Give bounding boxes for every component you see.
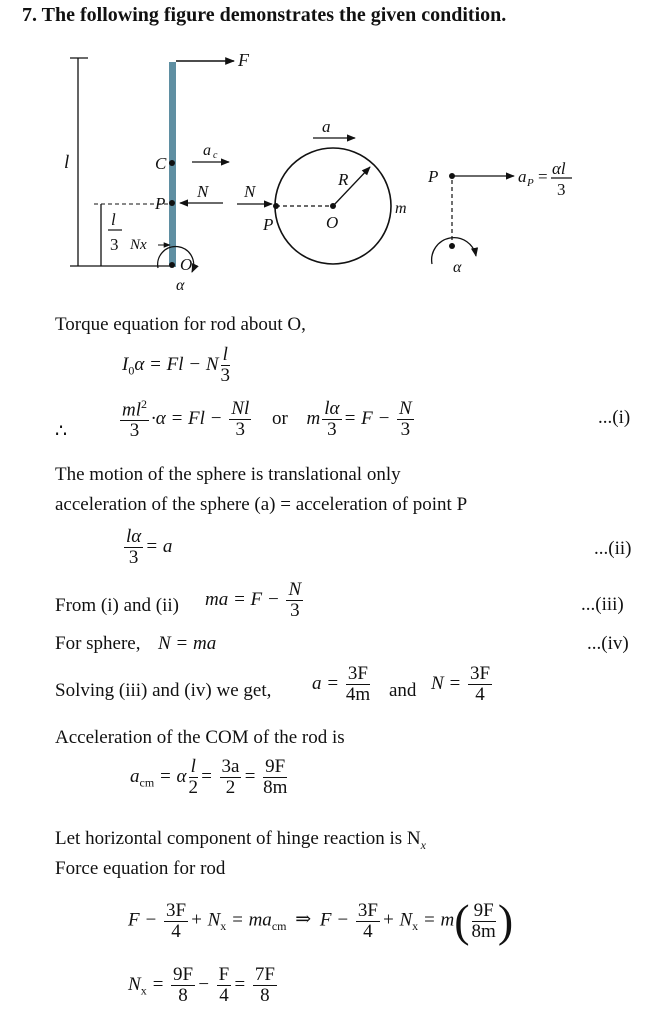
from-i-ii-text: From (i) and (ii) — [55, 595, 180, 616]
right-accel-eq: = — [538, 167, 548, 186]
sphere-mass-label: m — [395, 200, 407, 217]
hinge-reaction-label: Nx — [130, 237, 147, 253]
torque-intro: Torque equation for rod about O, — [55, 314, 306, 335]
third-length-den: 3 — [110, 235, 119, 254]
therefore-symbol: ∴ — [55, 421, 68, 442]
or-word: or — [271, 407, 288, 429]
accel-sphere-text: acceleration of the sphere (a) = acceleration of point P — [55, 494, 468, 515]
horiz-comp-text — [55, 828, 426, 853]
force-eq-text: Force equation for rod — [55, 858, 226, 879]
tag-i: ...(i) — [598, 407, 631, 428]
sphere-accel-label: a — [322, 117, 331, 136]
equation-iii: ma = F − $\frac{N}{3}$ — [205, 579, 302, 621]
rod-point-p — [169, 200, 175, 206]
problem-statement: The following figure demonstrates the given condition. — [41, 4, 507, 26]
radius-label: R — [338, 170, 349, 189]
rod-alpha-label: α — [176, 277, 185, 294]
acc-com-equation: $a_{cm} = \alpha$ $\frac{l}{2}$ = $\frac{3a}{2}$ = $\frac{9F}{8m}$ — [130, 756, 288, 798]
for-sphere-text: For sphere, — [55, 633, 141, 654]
right-accel-den: 3 — [557, 180, 566, 199]
translational-text: The motion of the sphere is translational only — [55, 464, 401, 485]
equation-i: $\frac{ml^2}{3}$ ·α = Fl − $\frac{Nl}{3}$ or m $\frac{l\alpha}{3}$ = F − $\frac{N}{3}$ — [122, 397, 412, 442]
torque-equation: $I_0\alpha = Fl - N$ $\frac{l}{3}$ — [122, 344, 231, 386]
solution-n: N = $\frac{3F}{4}$ — [431, 663, 491, 705]
tag-iii: ...(iii) — [581, 594, 624, 615]
tag-iv: ...(iv) — [587, 633, 629, 654]
acc-com-text: Acceleration of the COM of the rod is — [55, 727, 345, 748]
rod-p-label: P — [155, 194, 166, 213]
com-accel-label: a — [203, 142, 211, 159]
equation-ii: $\frac{l\alpha}{3}$ = a — [126, 526, 173, 568]
com-accel-sub: c — [213, 150, 218, 161]
sphere-normal-label: N — [244, 182, 256, 201]
hinge-label: O — [180, 255, 193, 274]
horiz-comp-main: Let horizontal component of hinge reaction is N — [55, 828, 421, 849]
hinge-point — [169, 262, 175, 268]
length-label: l — [64, 152, 70, 173]
right-accel-label: a — [518, 167, 527, 186]
force-label: F — [238, 50, 249, 70]
right-alpha-label: α — [453, 259, 462, 276]
right-p-label: P — [428, 167, 439, 186]
solving-text: Solving (iii) and (iv) we get, — [55, 680, 272, 701]
force-equation: F − $\frac{3F}{4}$ + $N_x = ma_{cm}$ ⇒ F − $\frac{3F}{4}$ + $N_x = m$( $\frac{9F}{8m}$ ) — [128, 895, 514, 946]
com-label: C — [155, 154, 167, 173]
sphere-p-label: P — [263, 215, 274, 234]
right-pivot — [449, 243, 455, 249]
equation-iv: N = ma — [158, 633, 217, 654]
com-point — [169, 160, 175, 166]
problem-number: 7. — [22, 4, 37, 26]
third-length-num: l — [111, 210, 116, 229]
right-accel-num: αl — [552, 159, 566, 178]
rod-normal-label: N — [197, 182, 209, 201]
and-word: and — [389, 680, 417, 701]
tag-ii: ...(ii) — [594, 538, 632, 559]
horiz-comp-sub: x — [420, 837, 426, 852]
right-accel-sub: P — [527, 177, 534, 189]
sphere-center-label: O — [326, 213, 339, 232]
solution-a: a = $\frac{3F}{4m}$ — [312, 663, 371, 705]
nx-result: $N_x$ = $\frac{9F}{8}$ − $\frac{F}{4}$ = $\frac{7F}{8}$ — [128, 964, 275, 1006]
physics-figure — [0, 0, 670, 300]
sphere-point-p — [273, 203, 279, 209]
